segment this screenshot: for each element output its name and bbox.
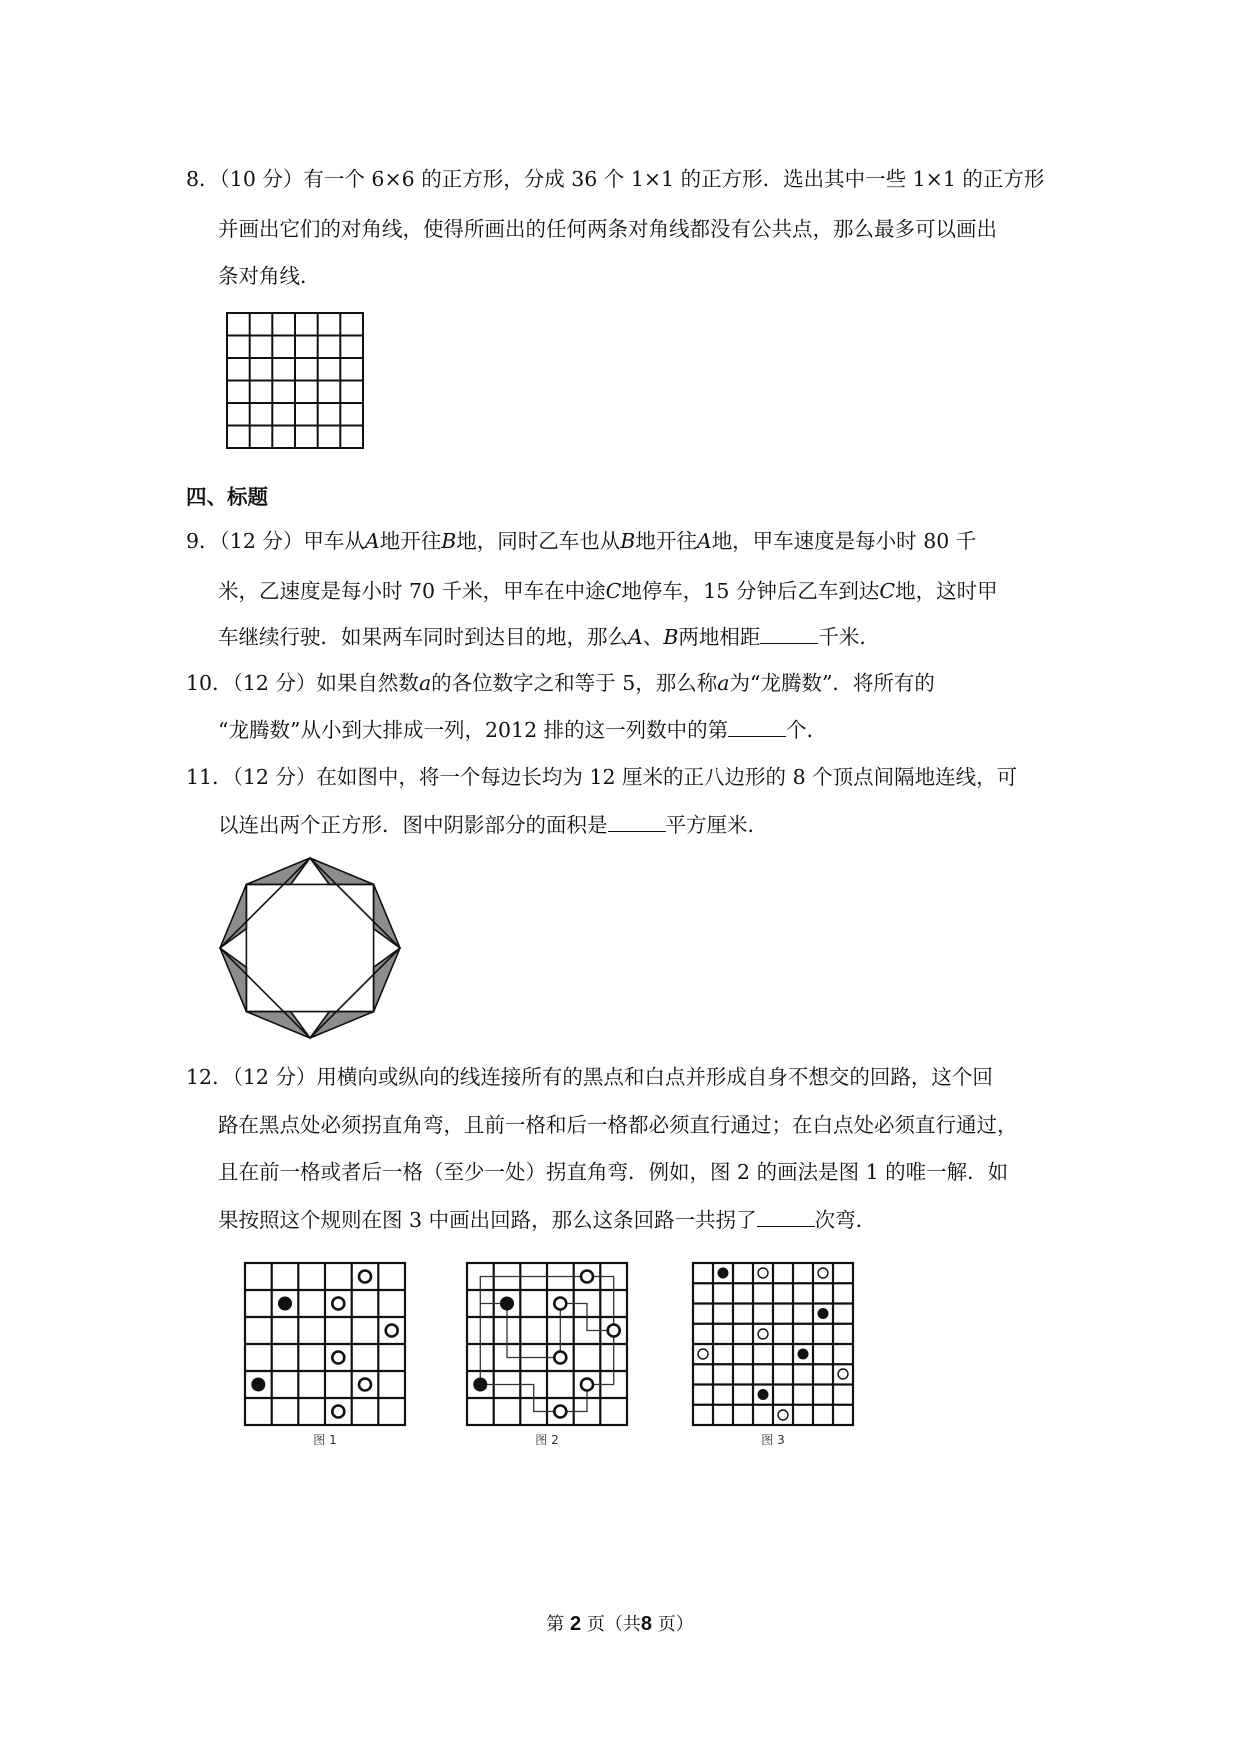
q9-line1: 9．（12 分）甲车从A地开往B地，同时乙车也从B地开往A地，甲车速度是每小时 80 千	[186, 529, 977, 553]
puzzle-figure-1	[244, 1262, 406, 1452]
answer-blank	[728, 716, 786, 737]
q12-line4: 果按照这个规则在图 3 中画出回路，那么这条回路一共拐了 次弯．	[218, 1208, 877, 1232]
answer-blank	[760, 623, 818, 644]
figure-2-caption: 图 2	[535, 1433, 559, 1447]
q9-line2: 米，乙速度是每小时 70 千米，甲车在中途C地停车，15 分钟后乙车到达C地，这时甲	[218, 579, 998, 603]
answer-blank	[608, 811, 666, 832]
figure-1-caption: 图 1	[313, 1433, 337, 1447]
answer-blank	[757, 1206, 815, 1227]
q10-line1: 10．（12 分）如果自然数a的各位数字之和等于 5，那么称a为“龙腾数”．将所有的	[186, 671, 935, 695]
q8-line1: 8．（10 分）有一个 6×6 的正方形，分成 36 个 1×1 的正方形．选出其中一些 1×1 的正方形	[186, 167, 1045, 191]
q8-line2: 并画出它们的对角线，使得所画出的任何两条对角线都没有公共点，那么最多可以画出	[218, 217, 997, 241]
q10-line2: “龙腾数”从小到大排成一列，2012 排的这一列数中的第 个．	[218, 718, 828, 742]
q8-line3: 条对角线．	[218, 264, 321, 288]
grid-6x6-figure	[226, 312, 364, 449]
q12-line1: 12．（12 分）用横向或纵向的线连接所有的黑点和白点并形成自身不想交的回路，这个回	[186, 1065, 993, 1089]
q12-line3: 且在前一格或者后一格（至少一处）拐直角弯．例如，图 2 的画法是图 1 的唯一解．如	[218, 1160, 1009, 1184]
q9-line3: 车继续行驶．如果两车同时到达目的地，那么A、B两地相距 千米．	[218, 625, 880, 649]
page-total: 8	[640, 1613, 652, 1635]
section-heading: 四、标题	[186, 485, 268, 509]
page-footer: 第 2 页（共8 页）	[546, 1613, 694, 1635]
octagon-figure	[220, 858, 400, 1038]
page-number: 2	[570, 1613, 582, 1635]
puzzle-figure-2	[466, 1262, 628, 1452]
figure-3-caption: 图 3	[761, 1433, 785, 1447]
q11-line1: 11．（12 分）在如图中，将一个每边长均为 12 厘米的正八边形的 8 个顶点间隔地连线，可	[186, 765, 1018, 789]
q11-line2: 以连出两个正方形．图中阴影部分的面积是 平方厘米．	[218, 813, 768, 837]
puzzle-figure-3	[692, 1262, 854, 1452]
q12-line2: 路在黑点处必须拐直角弯，且前一格和后一格都必须直行通过；在白点处必须直行通过，	[218, 1113, 1018, 1137]
